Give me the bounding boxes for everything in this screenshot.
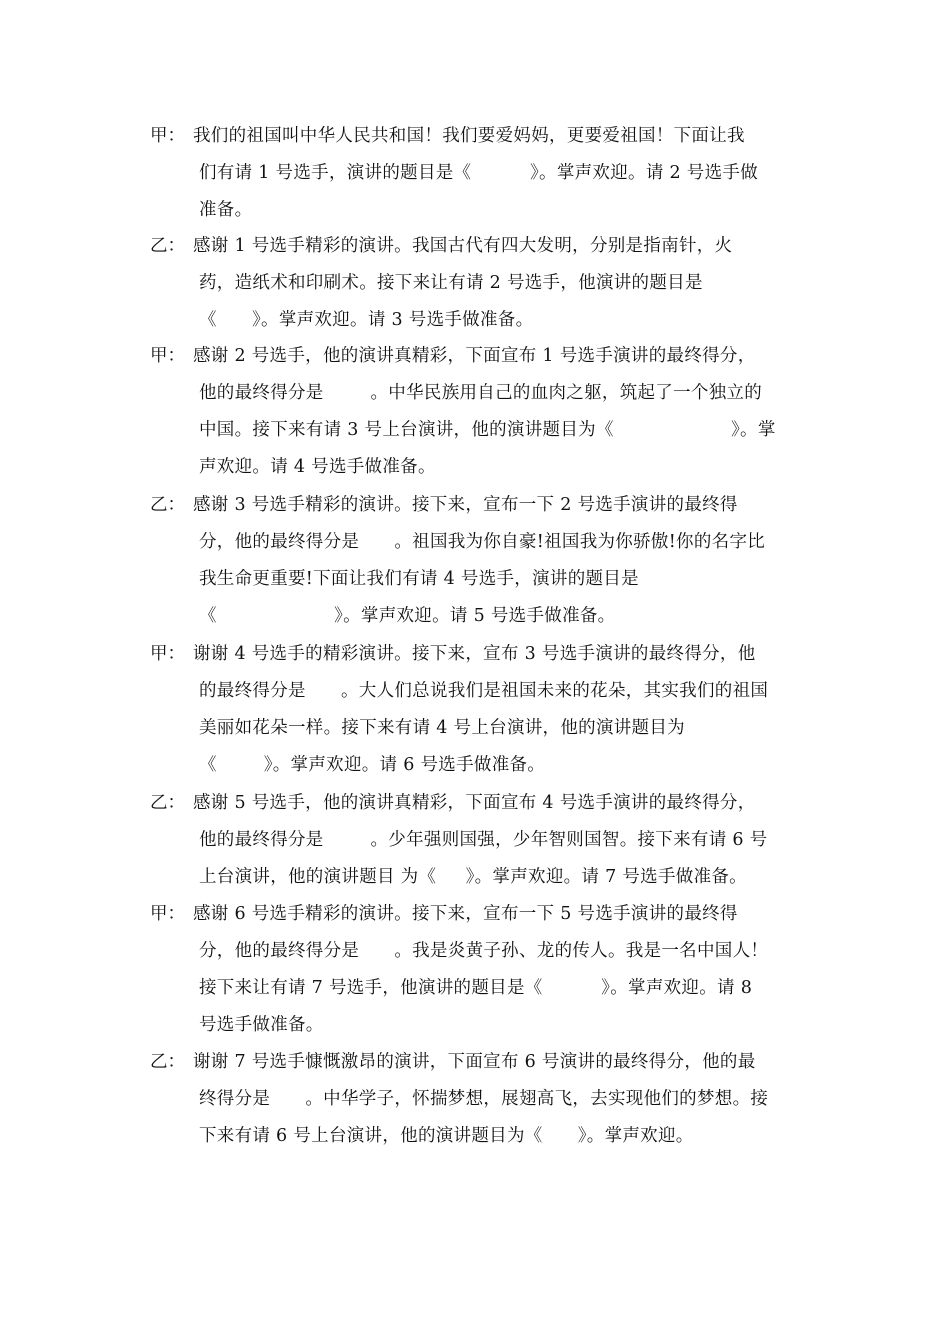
speaker-label: 乙： <box>150 236 185 256</box>
dialogue-line: 上台演讲，他的演讲题目 为《 》。掌声欢迎。请 7 号选手做准备。 <box>199 867 747 887</box>
dialogue-line: 号选手做准备。 <box>199 1015 324 1035</box>
speaker-label: 甲： <box>150 346 185 366</box>
dialogue-line: 美丽如花朵一样。接下来有请 4 号上台演讲，他的演讲题目为 <box>199 718 685 738</box>
dialogue-line: 感谢 6 号选手精彩的演讲。接下来，宣布一下 5 号选手演讲的最终得 <box>193 904 738 924</box>
speaker-label: 甲： <box>150 644 185 664</box>
dialogue-line: 我生命更重要!下面让我们有请 4 号选手，演讲的题目是 <box>199 569 639 589</box>
speaker-label: 甲： <box>150 904 185 924</box>
dialogue-line: 们有请 1 号选手，演讲的题目是《 》。掌声欢迎。请 2 号选手做 <box>199 163 758 183</box>
dialogue-line: 准备。 <box>199 200 253 220</box>
dialogue-line: 的最终得分是 。大人们总说我们是祖国未来的花朵，其实我们的祖国 <box>199 681 769 701</box>
dialogue-line: 感谢 5 号选手，他的演讲真精彩，下面宣布 4 号选手演讲的最终得分， <box>193 793 756 813</box>
speaker-label: 乙： <box>150 1052 185 1072</box>
dialogue-line: 分，他的最终得分是 。祖国我为你自豪!祖国我为你骄傲!你的名字比 <box>199 532 766 552</box>
speaker-label: 甲： <box>150 126 185 146</box>
dialogue-line: 分，他的最终得分是 。我是炎黄子孙、龙的传人。我是一名中国人！ <box>199 941 769 961</box>
dialogue-line: 终得分是 。中华学子，怀揣梦想，展翅高飞，去实现他们的梦想。接 <box>199 1089 769 1109</box>
dialogue-line: 《 》。掌声欢迎。请 3 号选手做准备。 <box>199 310 534 330</box>
dialogue-line: 感谢 2 号选手，他的演讲真精彩，下面宣布 1 号选手演讲的最终得分， <box>193 346 756 366</box>
dialogue-line: 谢谢 4 号选手的精彩演讲。接下来，宣布 3 号选手演讲的最终得分，他 <box>193 644 756 664</box>
speaker-label: 乙： <box>150 495 185 515</box>
dialogue-line: 他的最终得分是 。少年强则国强，少年智则国智。接下来有请 6 号 <box>199 830 768 850</box>
dialogue-line: 《 》。掌声欢迎。请 5 号选手做准备。 <box>199 606 616 626</box>
dialogue-line: 谢谢 7 号选手慷慨激昂的演讲，下面宣布 6 号演讲的最终得分，他的最 <box>193 1052 756 1072</box>
dialogue-line: 《 》。掌声欢迎。请 6 号选手做准备。 <box>199 755 546 775</box>
dialogue-line: 接下来让有请 7 号选手，他演讲的题目是《 》。掌声欢迎。请 8 <box>199 978 753 998</box>
speaker-label: 乙： <box>150 793 185 813</box>
dialogue-line: 中国。接下来有请 3 号上台演讲，他的演讲题目为《 》。掌 <box>199 420 776 440</box>
dialogue-line: 他的最终得分是 。中华民族用自己的血肉之躯，筑起了一个独立的 <box>199 383 763 403</box>
dialogue-line: 我们的祖国叫中华人民共和国！我们要爱妈妈，更要爱祖国！下面让我 <box>193 126 745 146</box>
dialogue-line: 药，造纸术和印刷术。接下来让有请 2 号选手，他演讲的题目是 <box>199 273 703 293</box>
dialogue-line: 感谢 3 号选手精彩的演讲。接下来，宣布一下 2 号选手演讲的最终得 <box>193 495 738 515</box>
dialogue-line: 下来有请 6 号上台演讲，他的演讲题目为《 》。掌声欢迎。 <box>199 1126 694 1146</box>
dialogue-line: 声欢迎。请 4 号选手做准备。 <box>199 457 436 477</box>
dialogue-line: 感谢 1 号选手精彩的演讲。我国古代有四大发明，分别是指南针，火 <box>193 236 733 256</box>
